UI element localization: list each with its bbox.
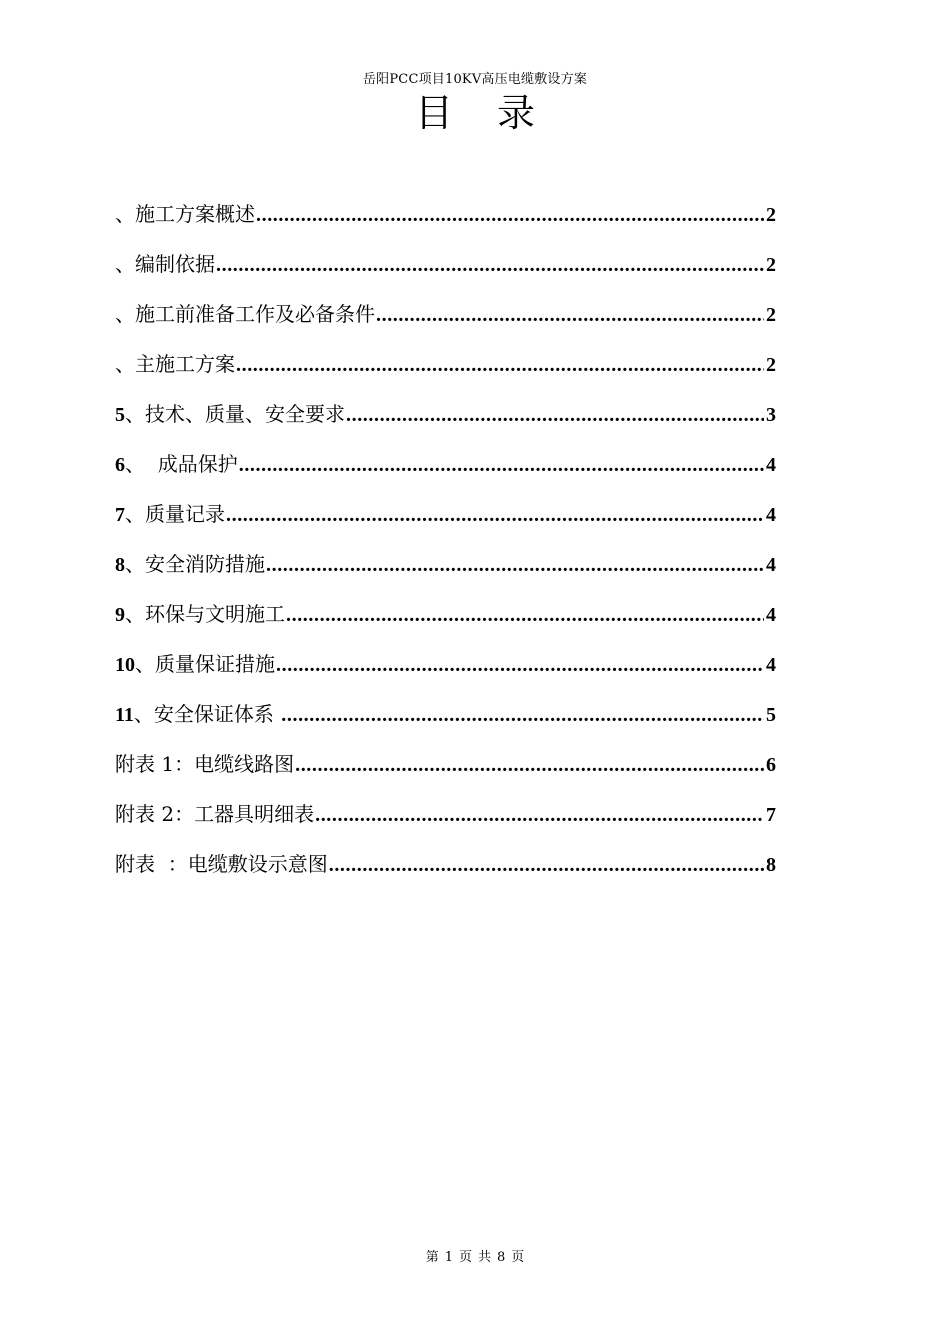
toc-entry-separator: 、 [125, 502, 145, 526]
toc-entry-separator: 、 [115, 302, 135, 326]
toc-dot-leader [281, 697, 764, 733]
footer-total-pages: 8 [497, 1250, 506, 1265]
toc-entry-number: 9 [115, 604, 125, 626]
toc-entry-page-number: 8 [766, 854, 776, 876]
toc-entry[interactable] [115, 196, 776, 246]
toc-entry-page-number: 2 [766, 354, 776, 376]
toc-entry-title: 质量记录 [145, 502, 225, 526]
toc-entry-title: 附表 2：工器具明细表 [115, 802, 315, 826]
toc-entry-number: 7 [115, 504, 125, 526]
toc-entry-page-number: 6 [766, 754, 776, 776]
toc-entry-title: 附表 1：电缆线路图 [115, 752, 295, 776]
toc-dot-leader [286, 597, 764, 633]
toc-entry[interactable] [115, 446, 776, 496]
toc-entry[interactable] [115, 246, 776, 296]
toc-dot-leader [239, 447, 764, 483]
toc-entry[interactable] [115, 596, 776, 646]
toc-title-char-2: 录 [497, 91, 536, 135]
toc-title [0, 90, 950, 136]
toc-entry-page-number: 2 [766, 304, 776, 326]
toc-entry-separator: 、 [125, 602, 145, 626]
toc-entry[interactable] [115, 696, 776, 746]
toc-entry[interactable] [115, 746, 776, 796]
toc-entry-page-number: 4 [766, 604, 776, 626]
footer-page-label: 页 [458, 1250, 472, 1265]
toc-entry-separator: 、 [125, 552, 145, 576]
toc-dot-leader [315, 797, 764, 833]
footer-total-label: 共 [478, 1250, 492, 1265]
toc-entry-title: 附表 ：电缆敷设示意图 [115, 852, 328, 876]
toc-entry-separator: 、 [135, 652, 155, 676]
toc-entry-page-number: 4 [766, 504, 776, 526]
toc-dot-leader [295, 747, 764, 783]
toc-entry-page-number: 5 [766, 704, 776, 726]
toc-entry-number: 10 [115, 654, 135, 676]
toc-dot-leader [256, 197, 764, 233]
toc-entry-title: 安全保证体系 [153, 702, 281, 726]
toc-entry[interactable] [115, 646, 776, 696]
toc-dot-leader [329, 847, 764, 883]
toc-entry[interactable] [115, 396, 776, 446]
toc-entry[interactable] [115, 546, 776, 596]
toc-entry-number: 11 [115, 704, 134, 726]
page-footer [0, 1249, 950, 1267]
toc-entry-separator: 、 [125, 402, 145, 426]
toc-entry[interactable] [115, 796, 776, 846]
toc-entry-title: 施工前准备工作及必备条件 [135, 302, 375, 326]
toc-dot-leader [226, 497, 764, 533]
toc-entry[interactable] [115, 296, 776, 346]
toc-entry-separator: 、 [115, 352, 135, 376]
toc-entry-page-number: 7 [766, 804, 776, 826]
toc-entry-page-number: 3 [766, 404, 776, 426]
toc-entry-page-number: 2 [766, 204, 776, 226]
toc-entry-page-number: 4 [766, 454, 776, 476]
toc-dot-leader [346, 397, 764, 433]
toc-entry-separator: 、 [115, 252, 135, 276]
toc-dot-leader [236, 347, 764, 383]
toc-entry-separator: 、 [133, 702, 154, 726]
toc-dot-leader [266, 547, 764, 583]
toc-entry-title: 技术、质量、安全要求 [145, 402, 345, 426]
toc-entry[interactable] [115, 496, 776, 546]
toc-entry[interactable] [115, 346, 776, 396]
toc-dot-leader [216, 247, 764, 283]
toc-entry-page-number: 4 [766, 554, 776, 576]
toc-entry[interactable] [115, 846, 776, 896]
toc-entry-page-number: 4 [766, 654, 776, 676]
footer-suffix: 页 [511, 1250, 525, 1265]
toc-entry-page-number: 2 [766, 254, 776, 276]
footer-prefix: 第 [425, 1250, 439, 1265]
toc-entry-number: 6 [115, 454, 125, 476]
toc-dot-leader [276, 647, 764, 683]
toc-entry-title: 成品保护 [145, 452, 238, 476]
toc-entry-separator: 、 [125, 452, 145, 476]
toc-entry-number: 8 [115, 554, 125, 576]
document-header: 岳阳PCC项目10KV高压电缆敷设方案 [362, 72, 588, 87]
table-of-contents [115, 196, 776, 896]
toc-entry-title: 主施工方案 [135, 352, 235, 376]
toc-entry-separator: 、 [115, 202, 135, 226]
toc-entry-title: 环保与文明施工 [145, 602, 285, 626]
footer-current-page: 1 [444, 1250, 453, 1265]
toc-entry-title: 质量保证措施 [155, 652, 275, 676]
toc-entry-title: 施工方案概述 [135, 202, 255, 226]
toc-entry-title: 安全消防措施 [145, 552, 265, 576]
toc-entry-number: 5 [115, 404, 125, 426]
toc-dot-leader [376, 297, 764, 333]
toc-title-char-1: 目 [414, 91, 453, 135]
toc-entry-title: 编制依据 [135, 252, 215, 276]
